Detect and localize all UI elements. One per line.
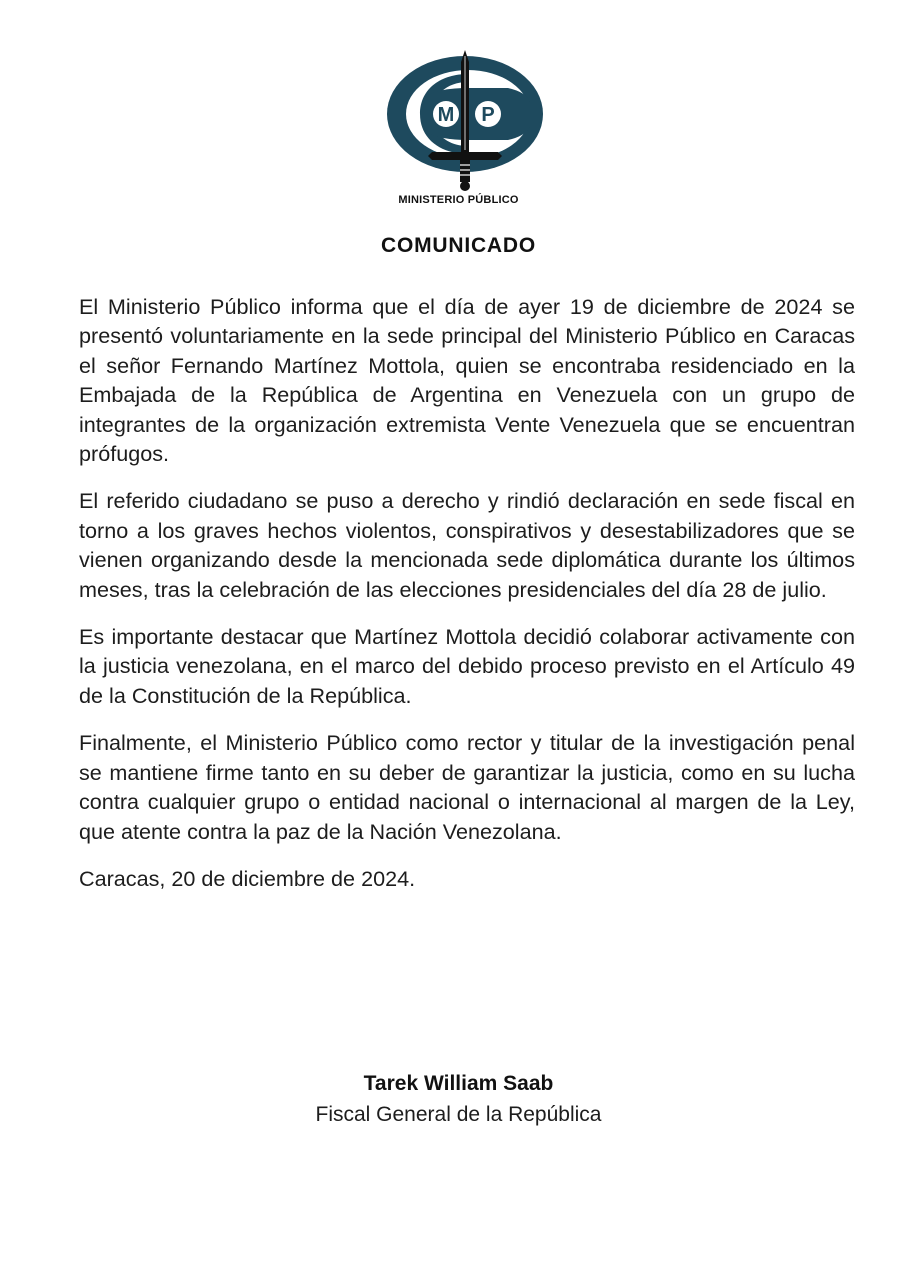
document-title: COMUNICADO <box>381 234 536 257</box>
signatory-name: Tarek William Saab <box>363 1072 554 1095</box>
paragraph-4: Finalmente, el Ministerio Público como rector y titular de la investigación penal se mantiene firme tanto en su deber de garantizar la justicia, como en su lucha contra cualquier grupo o entidad nacional o internacional al margen de la Ley, que atente contra la paz de la Nación Venezolana. <box>79 730 855 844</box>
paragraph-1: El Ministerio Público informa que el día de ayer 19 de diciembre de 2024 se presentó voluntariamente en la sede principal del Ministerio Público en Caracas el señor Fernando Martínez Mottola, quien se encontraba residenciado en la Embajada de la República de Argentina en Venezuela con un grupo de integrantes de la organización extremista Vente Venezuela que se encuentran prófugos. <box>79 294 855 467</box>
document-body <box>79 292 855 893</box>
date-line: Caracas, 20 de diciembre de 2024. <box>79 865 416 891</box>
signature-block <box>0 1069 917 1131</box>
ministry-logo <box>0 48 917 216</box>
paragraph-3: Es importante destacar que Martínez Mottola decidió colaborar activamente con la justicia venezolana, en el marco del debido proceso previsto en el Artículo 49 de la Constitución de la República. <box>79 624 855 708</box>
paragraph-2: El referido ciudadano se puso a derecho y rindió declaración en sede fiscal en torno a los graves hechos violentos, conspirativos y desestabilizadores que se vienen organizando desde la mencionada sede diplomática durante los últimos meses, tras la celebración de las elecciones presidenciales del día 28 de julio. <box>79 488 855 602</box>
ministerio-publico-emblem-icon <box>380 48 550 198</box>
logo-letter-m: M <box>437 104 455 126</box>
signatory-title: Fiscal General de la República <box>315 1103 602 1126</box>
logo-letter-p: P <box>481 104 495 126</box>
logo-caption: MINISTERIO PÚBLICO <box>398 194 519 206</box>
